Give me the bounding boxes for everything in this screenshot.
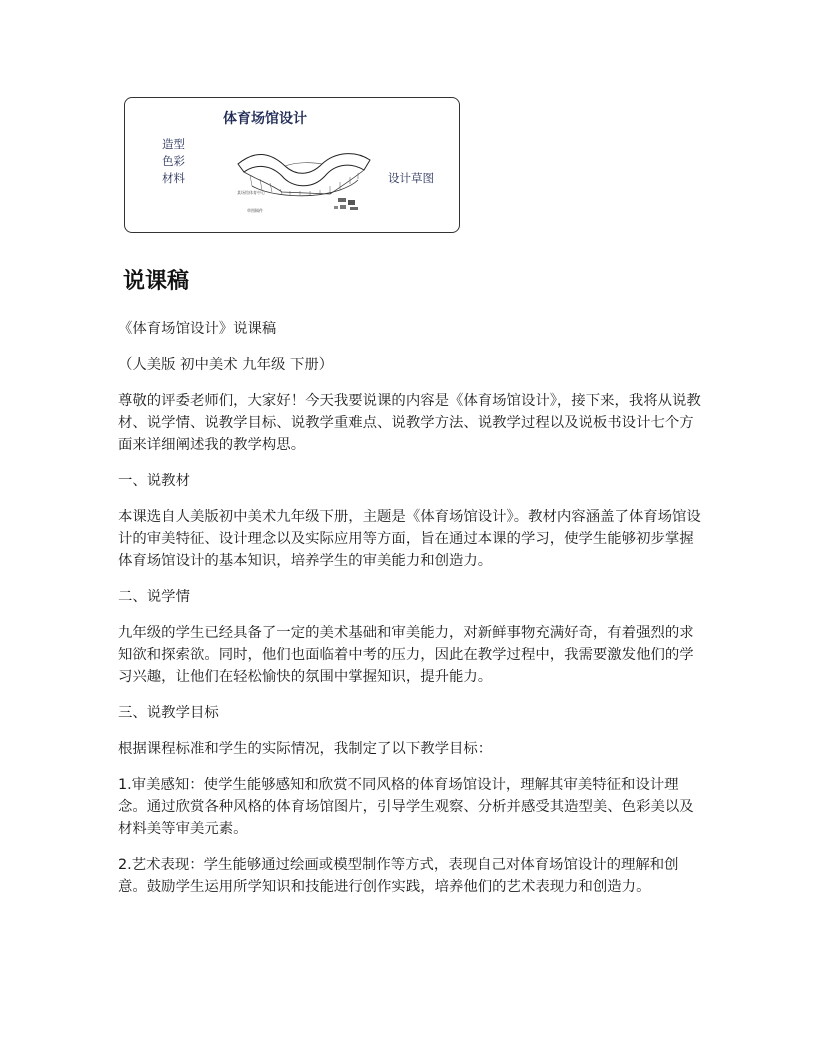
doc-paragraph: 本课选自人美版初中美术九年级下册，主题是《体育场馆设计》。教材内容涵盖了体育场馆设计的审美特征、设计理念以及实际应用等方面，旨在通过本课的学习，使学生能够初步掌握体育场馆设计的基本知识，培养学生的审美能力和创造力。 (118, 509, 701, 569)
figure-item: 色彩 (162, 154, 185, 168)
doc-title-line: 《体育场馆设计》说课稿 (118, 321, 277, 337)
doc-paragraph: 尊敬的评委老师们，大家好！今天我要说课的内容是《体育场馆设计》，接下来，我将从说教材、说学情、说教学目标、说教学重难点、说教学方法、说教学过程以及说板书设计七个方面来详细阐述我的教学构思。 (118, 393, 701, 453)
doc-paragraph: 2.艺术表现：学生能够通过绘画或模型制作等方式，表现自己对体育场馆设计的理解和创意。鼓励学生运用所学知识和技能进行创作实践，培养他们的艺术表现力和创造力。 (118, 857, 679, 895)
figure-item-list (162, 136, 185, 187)
section-heading: 二、说学情 (118, 589, 190, 605)
doc-paragraph: 根据课程标准和学生的实际情况，我制定了以下教学目标： (118, 741, 493, 757)
figure-tiny-caption: 某场馆体育中心 (237, 190, 265, 195)
doc-edition-line: （人美版 初中美术 九年级 下册） (118, 357, 334, 373)
figure-card (124, 97, 460, 233)
figure-item: 造型 (162, 137, 185, 151)
section-heading: 三、说教学目标 (118, 705, 219, 721)
figure-right-label: 设计草图 (388, 171, 434, 185)
figure-item: 材料 (162, 171, 185, 185)
document-body (118, 318, 702, 912)
stadium-sketch-image (230, 142, 380, 217)
document-heading: 说课稿 (123, 269, 190, 294)
figure-title: 体育场馆设计 (223, 111, 307, 127)
doc-paragraph: 九年级的学生已经具备了一定的美术基础和审美能力，对新鲜事物充满好奇，有着强烈的求知欲和探索欲。同时，他们也面临着中考的压力，因此在教学过程中，我需要激发他们的学习兴趣，让他们在轻松愉快的氛围中掌握知识，提升能力。 (118, 625, 694, 685)
doc-paragraph: 1.审美感知：使学生能够感知和欣赏不同风格的体育场馆设计，理解其审美特征和设计理念。通过欣赏各种风格的体育场馆图片，引导学生观察、分析并感受其造型美、色彩美以及材料美等审美元素。 (118, 777, 694, 837)
figure-tiny-caption: 草图稿件 (247, 208, 263, 213)
section-heading: 一、说教材 (118, 473, 190, 489)
